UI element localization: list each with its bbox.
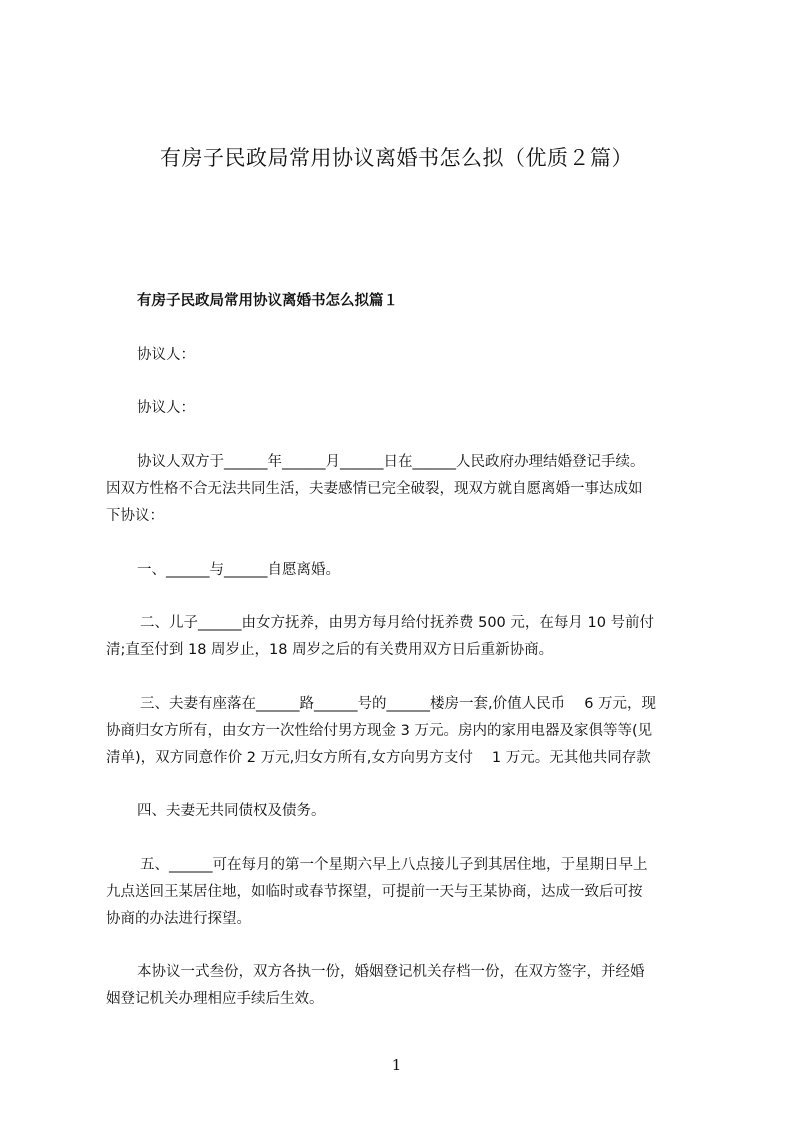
document-title: 有房子民政局常用协议离婚书怎么拟（优质２篇） xyxy=(160,146,633,170)
clause-5-line-3: 协商的办法进行探望。 xyxy=(106,911,251,927)
clause-4: 四、夫妻无共同债权及债务。 xyxy=(137,803,326,819)
paragraph-intro-line-3: 下协议： xyxy=(106,508,164,524)
clause-1: 一、______与______自愿离婚。 xyxy=(137,562,340,578)
clause-3-line-2: 协商归女方所有，由女方一次性给付男方现金 3 万元。房内的家用电器及家俱等等(见 xyxy=(106,723,653,739)
clause-2-line-1: 二、儿子______由女方抚养，由男方每月给付抚养费 500 元，在每月 10 号前付 xyxy=(140,615,655,631)
section-heading: 有房子民政局常用协议离婚书怎么拟篇１ xyxy=(137,293,398,309)
clause-5-line-2: 九点送回王某居住地，如临时或春节探望，可提前一天与王某协商，达成一致后可按 xyxy=(106,884,643,900)
paragraph-intro-line-2: 因双方性格不合无法共同生活，夫妻感情已完全破裂，现双方就自愿离婚一事达成如 xyxy=(106,481,643,497)
clause-5-line-1: 五、______可在每月的第一个星期六早上八点接儿子到其居住地，于星期日早上 xyxy=(140,857,648,873)
clause-3-line-3: 清单)，双方同意作价 2 万元,归女方所有,女方向男方支付 1 万元。无其他共同存款 xyxy=(106,750,651,766)
party-1-label: 协议人： xyxy=(137,347,195,363)
party-2-label: 协议人： xyxy=(137,400,195,416)
clause-3-line-1: 三、夫妻有座落在______路______号的______楼房一套,价值人民币 6 万元，现 xyxy=(140,696,657,712)
closing-line-2: 姻登记机关办理相应手续后生效。 xyxy=(106,991,324,1007)
closing-line-1: 本协议一式叁份，双方各执一份，婚姻登记机关存档一份，在双方签字，并经婚 xyxy=(137,964,645,980)
page-number: 1 xyxy=(391,1056,402,1074)
clause-2-line-2: 清;直至付到 18 周岁止，18 周岁之后的有关费用双方日后重新协商。 xyxy=(106,642,554,658)
paragraph-intro-line-1: 协议人双方于______年______月______日在______人民政府办理结婚登记手续。 xyxy=(137,454,645,470)
